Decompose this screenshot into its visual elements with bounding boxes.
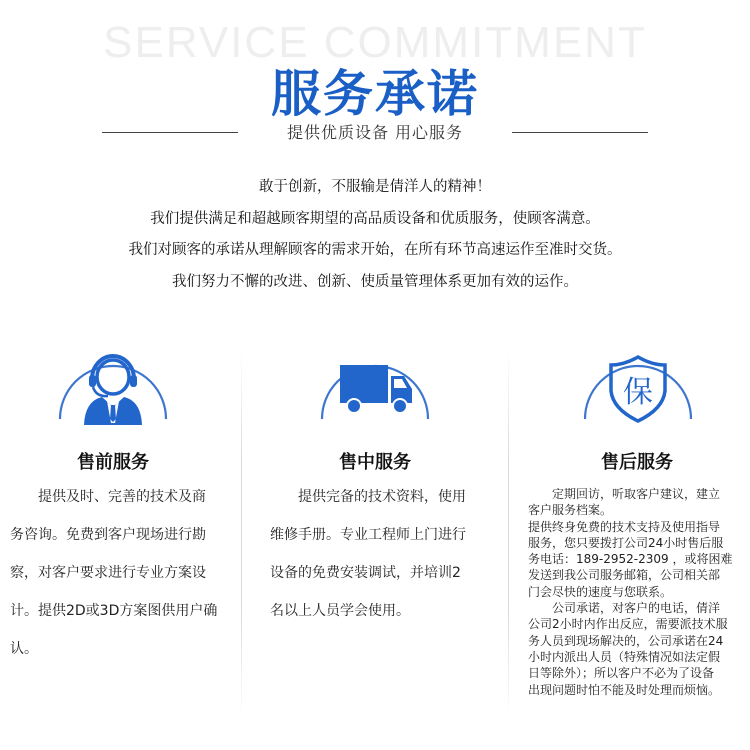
subtitle-left-divider — [102, 132, 238, 133]
presales-description — [10, 478, 235, 668]
subtitle-row — [0, 120, 750, 144]
customer-service-headset-icon — [54, 331, 172, 427]
intro-text — [0, 172, 750, 298]
aftersales-description — [528, 486, 750, 698]
aftersales-line: 公司承诺，对客户的电话，倩洋 — [528, 601, 721, 616]
presales-line: 计。提供2D或3D方案图供用户确 — [10, 603, 218, 619]
page-subtitle: 提供优质设备 用心服务 — [286, 123, 464, 142]
insales-line: 名以上人员学会使用。 — [270, 603, 410, 619]
aftersales-line: 门会尽快的速度与您联系。 — [528, 584, 673, 599]
insales-description — [270, 478, 500, 630]
shield-character: 保 — [623, 375, 653, 410]
subtitle-right-divider — [512, 132, 648, 133]
background-title: SERVICE COMMITMENT — [103, 18, 647, 67]
insales-line: 提供完备的技术资料，使用 — [270, 489, 466, 505]
intro-line: 敢于创新，不服输是倩洋人的精神！ — [259, 179, 491, 195]
aftersales-line: 务人员到现场解决的，公司承诺在24 — [528, 633, 724, 648]
shield-guarantee-icon — [579, 331, 697, 427]
insales-line: 设备的免费安装调试，并培训2 — [270, 565, 461, 581]
aftersales-line: 务电话：189-2952-2309 ，或将困难 — [528, 552, 733, 567]
presales-line: 察，对客户要求进行专业方案设 — [10, 565, 206, 581]
aftersales-line: 发送到我公司服务邮箱，公司相关部 — [528, 568, 721, 583]
intro-line: 我们提供满足和超越顾客期望的高品质设备和优质服务，使顾客满意。 — [150, 210, 600, 227]
aftersales-line: 出现问题时怕不能及时处理而烦恼。 — [528, 682, 721, 697]
intro-line: 我们努力不懈的改进、创新、使质量管理体系更加有效的运作。 — [172, 273, 578, 290]
aftersales-line: 公司2小时内作出反应，需要派技术服 — [528, 617, 728, 632]
presales-line: 认。 — [10, 641, 38, 657]
presales-line: 提供及时、完善的技术及商 — [10, 489, 206, 505]
aftersales-line: 定期回访，听取客户建议，建立 — [528, 487, 721, 501]
insales-title: 售中服务 — [339, 452, 411, 473]
presales-title: 售前服务 — [77, 452, 149, 473]
aftersales-line: 客户服务档案。 — [528, 503, 613, 518]
intro-line: 我们对顾客的承诺从理解顾客的需求开始，在所有环节高速运作至准时交货。 — [128, 242, 622, 258]
aftersales-line: 提供终身免费的技术支持及使用指导 — [528, 519, 721, 534]
column-divider — [241, 350, 242, 720]
aftersales-title: 售后服务 — [601, 452, 673, 473]
aftersales-line: 日等除外）；所以客户不必为了设备 — [528, 666, 715, 681]
aftersales-line: 服务，您只要拨打公司24小时售后服 — [528, 535, 724, 550]
presales-line: 务咨询。免费到客户现场进行勘 — [10, 527, 206, 543]
page-title: 服务承诺 — [271, 65, 479, 123]
delivery-truck-icon — [316, 331, 434, 427]
insales-line: 维修手册。专业工程师上门进行 — [270, 527, 466, 543]
column-divider — [508, 350, 509, 720]
aftersales-line: 小时内派出人员（特殊情况如法定假 — [528, 649, 721, 664]
